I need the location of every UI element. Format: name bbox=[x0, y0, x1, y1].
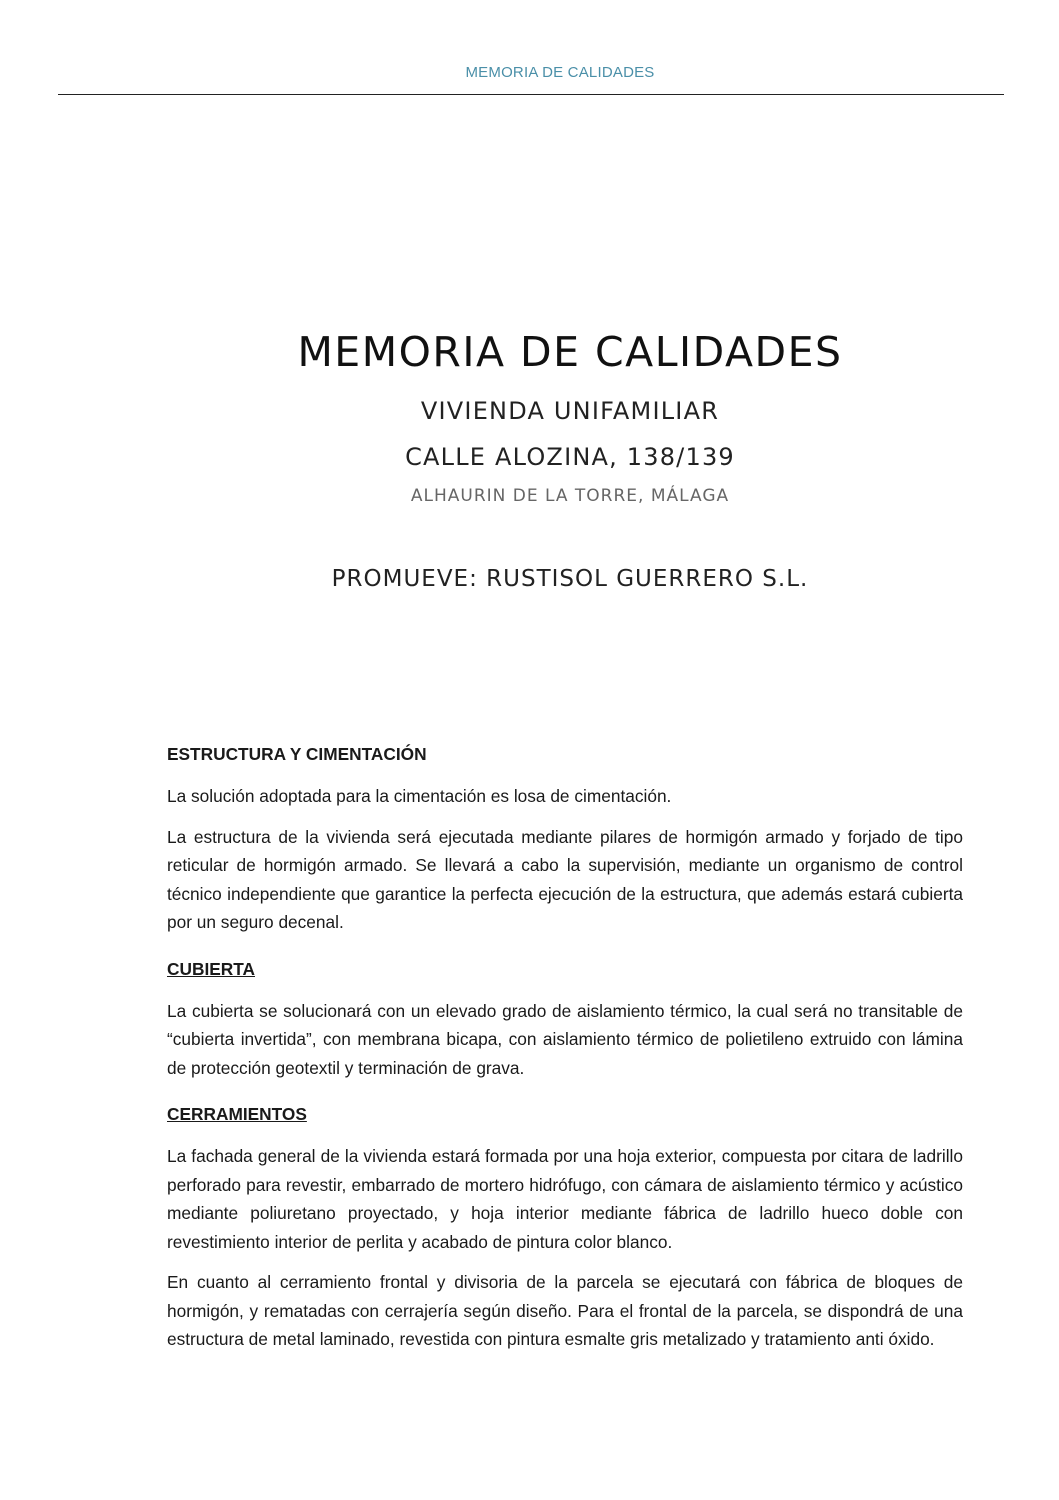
paragraph: En cuanto al cerramiento frontal y divisoria de la parcela se ejecutará con fábrica de bloques de hormigón, y rematadas con cerrajería según diseño. Para el frontal de la parcela, se dispondrá de una estructura de metal laminado, revestida con pintura esmalte gris metalizado y tratamiento anti óxido. bbox=[167, 1272, 963, 1349]
section-heading: CERRAMIENTOS bbox=[167, 1104, 307, 1124]
paragraph: La solución adoptada para la cimentación es losa de cimentación. bbox=[167, 786, 672, 806]
section-heading: ESTRUCTURA Y CIMENTACIÓN bbox=[167, 744, 427, 764]
paragraph: La fachada general de la vivienda estará formada por una hoja exterior, compuesta por citara de ladrillo perforado para revestir, embarrado de mortero hidrófugo, con cámara de aislamiento térmico y acústico mediante poliuretano proyectado, y hoja interior mediante fábrica de ladrillo hueco doble con revestimiento interior de perlita y acabado de pintura color blanco. bbox=[167, 1146, 963, 1252]
section-heading: CUBIERTA bbox=[167, 958, 256, 979]
document-title: MEMORIA DE CALIDADES bbox=[297, 328, 843, 376]
running-header: MEMORIA DE CALIDADES bbox=[465, 64, 655, 81]
section-cubierta bbox=[167, 955, 963, 1083]
section-estructura bbox=[167, 740, 963, 937]
section-cerramientos bbox=[167, 1100, 963, 1354]
paragraph: La estructura de la vivienda será ejecutada mediante pilares de hormigón armado y forjado de tipo reticular de hormigón armado. Se llevará a cabo la supervisión, mediante un organismo de control técnico independiente que garantice la perfecta ejecución de la estructura, que además estará cubierta por un seguro decenal. bbox=[167, 826, 963, 932]
paragraph: La cubierta se solucionará con un elevado grado de aislamiento térmico, la cual será no transitable de “cubierta invertida”, con membrana bicapa, con aislamiento térmico de polietileno extruido con lámina de protección geotextil y terminación de grava. bbox=[167, 1000, 963, 1078]
document-subtitle-location: ALHAURIN DE LA TORRE, MÁLAGA bbox=[410, 486, 730, 506]
document-subtitle-type: VIVIENDA UNIFAMILIAR bbox=[420, 397, 720, 425]
header-divider bbox=[58, 94, 1004, 95]
document-subtitle-address: CALLE ALOZINA, 138/139 bbox=[405, 443, 735, 471]
document-body bbox=[167, 740, 963, 1372]
document-promoter: PROMUEVE: RUSTISOL GUERRERO S.L. bbox=[331, 566, 809, 592]
